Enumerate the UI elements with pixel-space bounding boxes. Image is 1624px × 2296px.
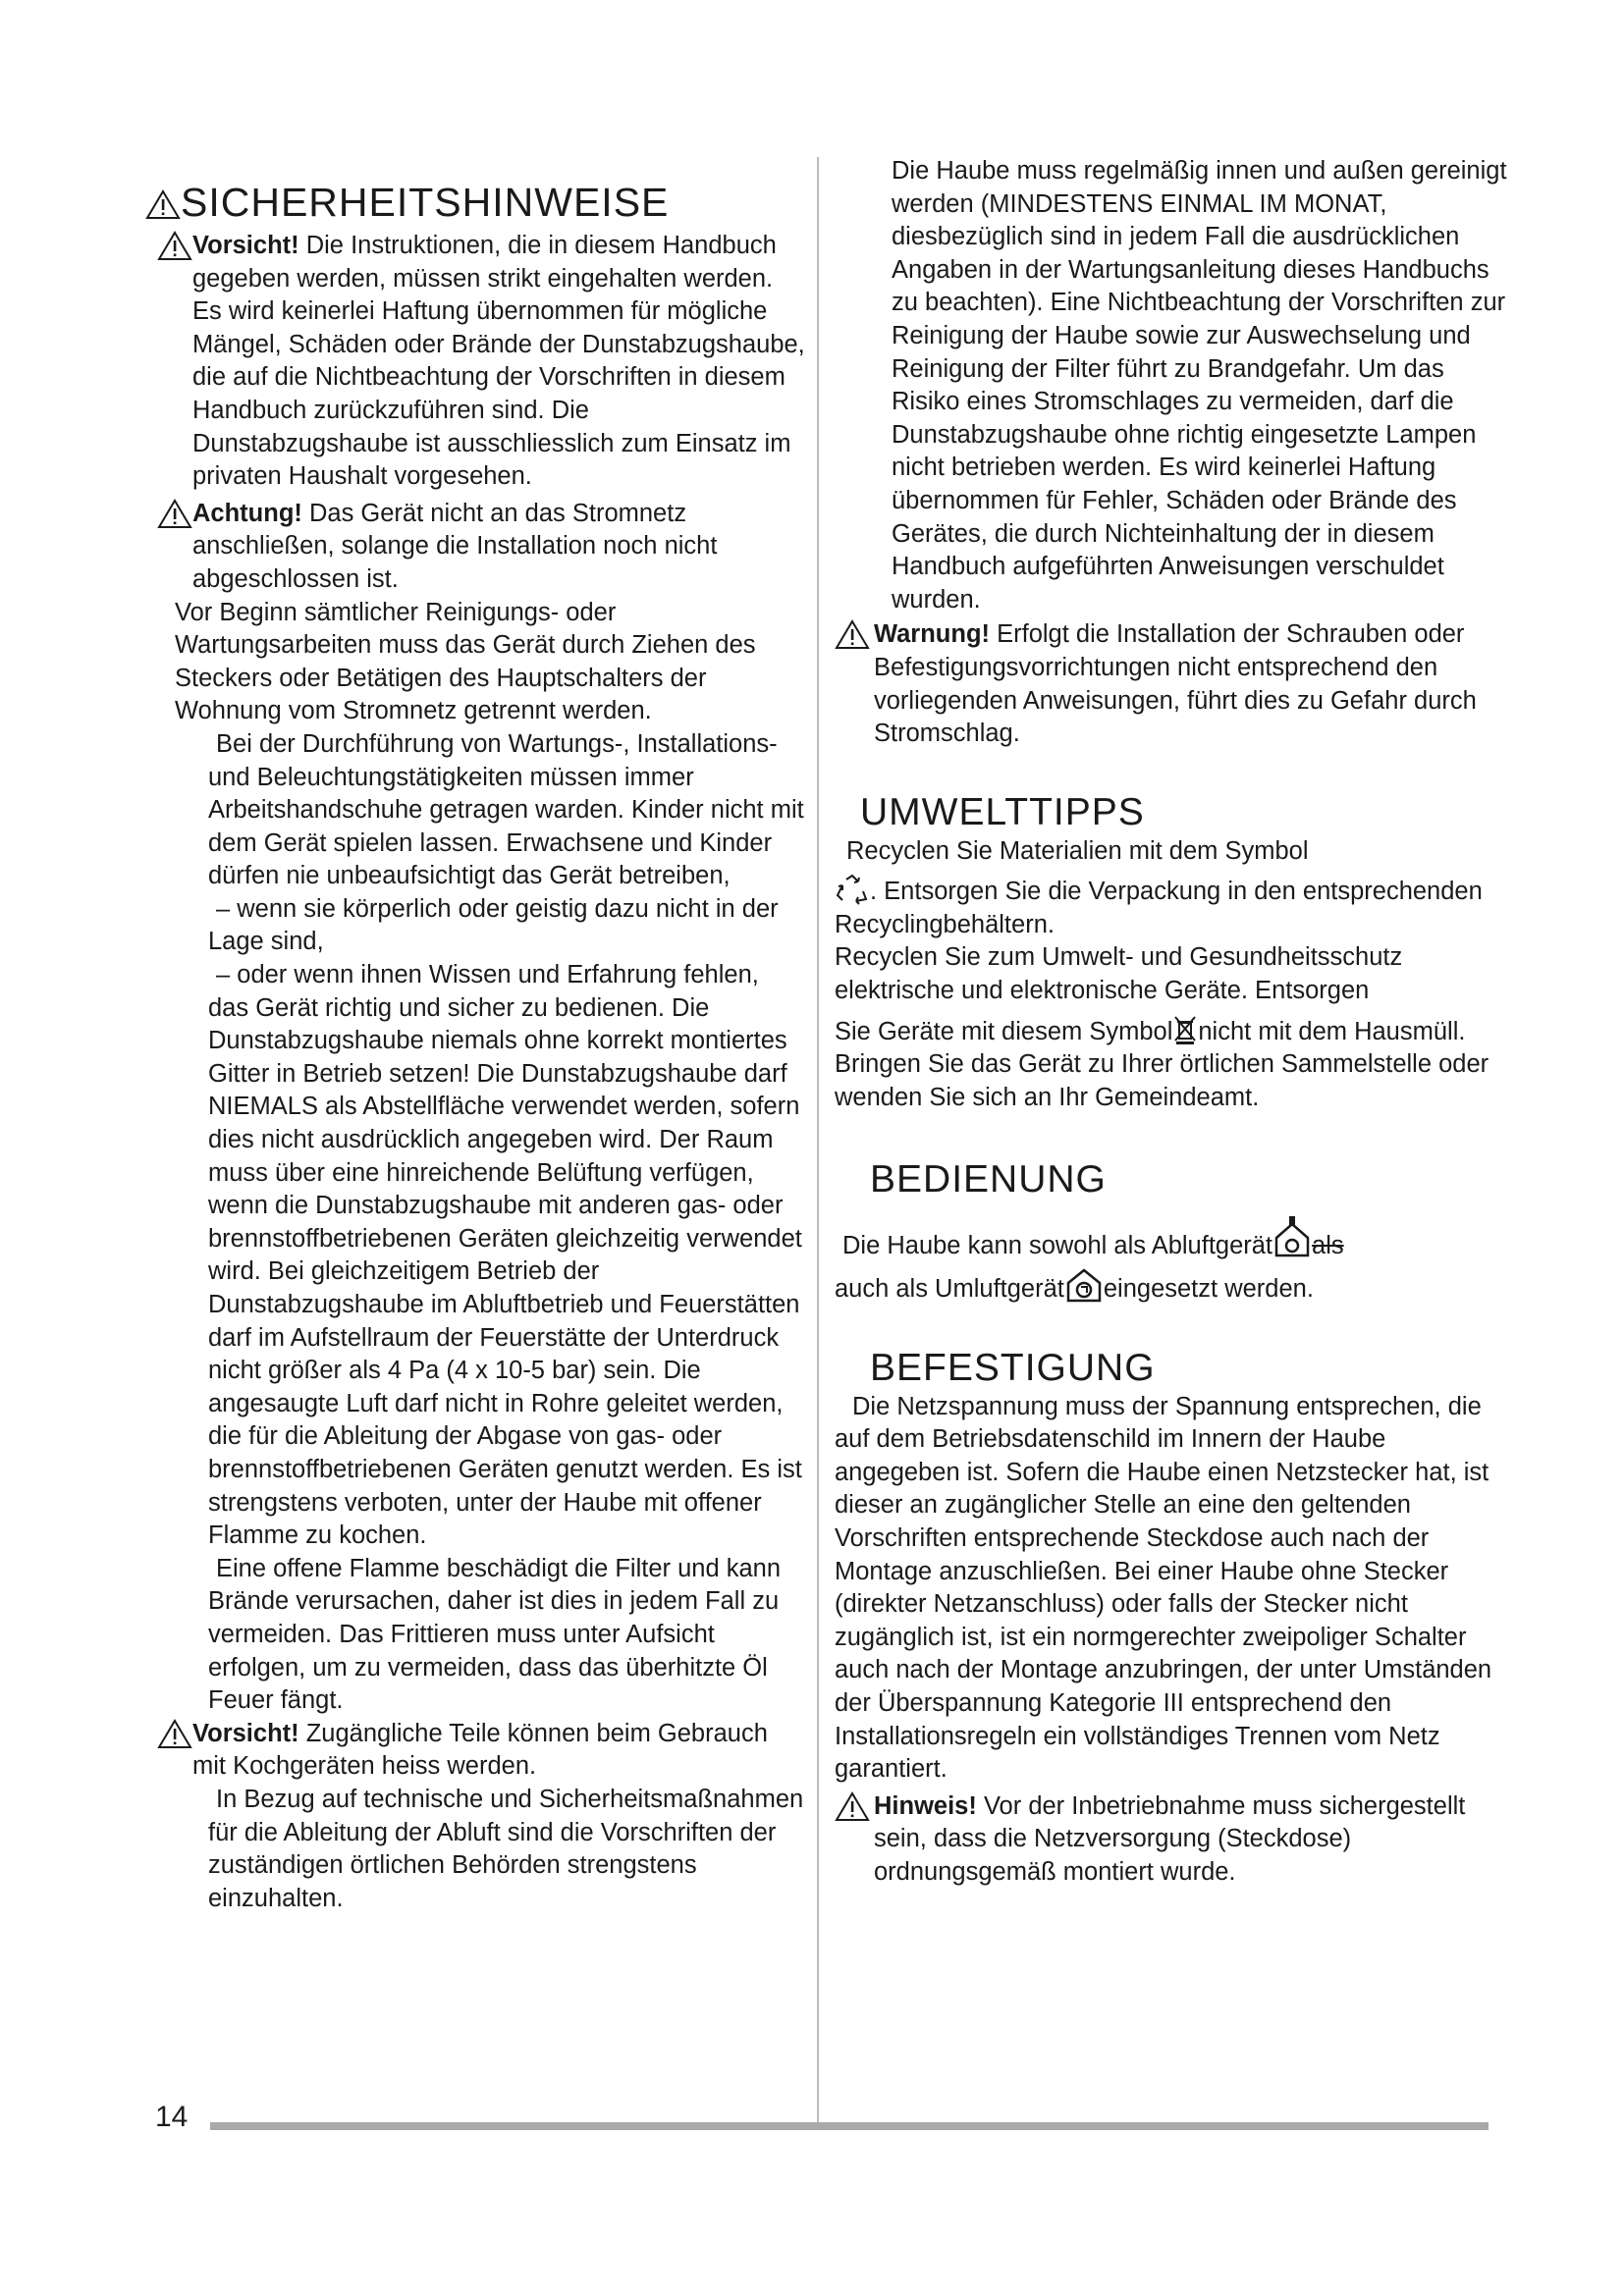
warning-icon <box>835 618 870 650</box>
para-reinigung: Die Haube muss regelmäßig innen und außen gereinigt werden (MINDESTENS EINMAL IM MONAT, diesbezüglich sind in jedem Fall die ausdrücklichen Angaben in der Wartungsanleitung dieses Handbuchs zu beachten). Eine Nichtbeachtung der Vorschriften zur Reinigung der Haube sowie zur Auswechselung und Reinigung der Filter führt zu Brandgefahr. Um das Risiko eines Stromschlages zu vermeiden, darf die Dunstabzugshaube ohne richtig eingesetzte Lampen nicht betrieben werden. Es wird keinerlei Haftung übernommen für Fehler, Schäden oder Brände des Gerätes, die durch Nichteinhaltung der in diesem Handbuch aufgeführten Anweisungen verschuldet wurden. <box>892 157 1507 614</box>
para-bezug: In Bezug auf technische und Sicherheitsmaßnahmen für die Ableitung der Abluft sind die Vorschriften der zuständigen örtlichen Behörden strengstens einzuhalten. <box>208 1785 804 1912</box>
befestigung-heading: BEFESTIGUNG <box>870 1346 1156 1389</box>
warning-icon <box>157 498 192 529</box>
hinweis-note <box>835 1790 1512 1890</box>
warnung-text: Erfolgt die Installation der Schrauben oder Befestigungsvorrichtungen nicht entsprechend den vorliegenden Anweisungen, führt dies zu Gefahr durch Stromschlag. <box>874 620 1477 748</box>
warnung-note <box>835 618 1512 750</box>
achtung-note <box>157 498 805 597</box>
right-column <box>835 155 1512 1890</box>
vorsicht-text: Zugängliche Teile können beim Gebrauch mit Kochgeräten heiss werden. <box>192 1719 768 1781</box>
page-number: 14 <box>155 2101 189 2133</box>
column-divider <box>817 157 819 2130</box>
umwelt-section <box>835 790 1512 1115</box>
footer-rule <box>210 2122 1489 2130</box>
umwelt-para-1: Recyclen Sie Materialien mit dem Symbol <box>846 836 1309 865</box>
para-flamme: Eine offene Flamme beschädigt die Filter und kann Brände verursachen, daher ist dies in jedem Fall zu vermeiden. Das Frittieren muss unter Aufsicht erfolgen, um zu vermeiden, dass das überhitzte Öl Feuer fängt. <box>208 1554 782 1715</box>
left-column <box>157 157 805 1915</box>
vorsicht-text: Die Instruktionen, die in diesem Handbuch gegeben werden, müssen strikt eingehalten werden. Es wird keinerlei Haftung übernommen für mögliche Mängel, Schäden oder Brände der Dunstabzugshaube, die auf die Nichtbeachtung der Vorschriften in diesem Handbuch zurückzuführen sind. Die Dunstabzugshaube ist ausschliesslich zum Einsatz im privaten Haushalt vorgesehen. <box>192 232 805 491</box>
warning-icon <box>835 1790 870 1822</box>
umwelt-heading: UMWELTTIPPS <box>860 790 1145 833</box>
vorsicht-note-2 <box>157 1718 805 1784</box>
crossed-bin-icon <box>1172 1014 1198 1045</box>
warnung-label: Warnung! <box>874 620 991 649</box>
para-dash-1: – wenn sie körperlich oder geistig dazu nicht in der Lage sind, <box>208 894 779 956</box>
safety-heading: SICHERHEITSHINWEISE <box>145 179 805 226</box>
para-durchfuehrung: Bei der Durchführung von Wartungs-, Installations- und Beleuchtungstätigkeiten müssen immer Arbeitshandschuhe getragen warden. Kinder nicht mit dem Gerät spielen lassen. Erwachsene und Kinder dürfen nie unbeaufsichtigt das Gerät betreiben, <box>208 729 804 890</box>
vorsicht-label: Vorsicht! <box>192 1719 299 1747</box>
achtung-label: Achtung! <box>192 499 302 527</box>
umwelt-para-1b: . Entsorgen Sie die Verpackung in den entsprechenden Recyclingbehältern. <box>835 874 1512 941</box>
vorsicht-note-1 <box>157 230 805 494</box>
befestigung-para: Die Netzspannung muss der Spannung entsprechen, die auf dem Betriebsdatenschild im Innern der Haube angegeben ist. Sofern die Haube einen Netzstecker hat, ist dieser an zugänglicher Stelle an eine den geltenden Vorschriften entsprechende Steckdose auch nach der Montage anzuschließen. Bei einer Haube ohne Stecker (direkter Netzanschluss) oder falls der Stecker nicht zugänglich ist, ist ein normgerechter zweipoliger Schalter auch nach der Montage anzubringen, der unter Umständen der Überspannung Kategorie III entsprechend den Installationsregeln ein vollständiges Trennen vom Netz garantiert. <box>835 1392 1492 1784</box>
bedienung-para-2: auch als Umluftgerät eingesetzt werden. <box>835 1267 1512 1307</box>
recirculation-mode-icon <box>1064 1267 1104 1303</box>
bedienung-para-1: Die Haube kann sowohl als Abluftgerät als <box>842 1216 1512 1263</box>
umwelt-para-2: Recyclen Sie zum Umwelt- und Gesundheitsschutz elektrische und elektronische Geräte. Entsorgen <box>835 943 1403 1005</box>
extraction-mode-icon <box>1272 1216 1312 1259</box>
umwelt-para-3: Sie Geräte mit diesem Symbol nicht mit dem Hausmüll. Bringen Sie das Gerät zu Ihrer örtlichen Sammelstelle oder wenden Sie sich an Ihr Gemeindeamt. <box>835 1014 1512 1115</box>
warning-icon <box>157 230 192 261</box>
bedienung-heading: BEDIENUNG <box>870 1158 1107 1201</box>
warning-icon <box>145 188 181 220</box>
recycle-icon <box>835 874 870 905</box>
vorsicht-label: Vorsicht! <box>192 232 299 259</box>
bedienung-section <box>835 1157 1512 1306</box>
para-vor-beginn: Vor Beginn sämtlicher Reinigungs- oder Wartungsarbeiten muss das Gerät durch Ziehen des Steckers oder Betätigen des Hauptschalters der Wohnung vom Stromnetz getrennt werden. <box>175 598 756 725</box>
achtung-text: Das Gerät nicht an das Stromnetz anschließen, solange die Installation noch nicht abgeschlossen ist. <box>192 499 718 593</box>
para-dash-2: – oder wenn ihnen Wissen und Erfahrung fehlen, das Gerät richtig und sicher zu bedienen. Die Dunstabzugshaube niemals ohne korrekt montiertes Gitter in Betrieb setzen! Die Dunstabzugshaube darf NIEMALS als Abstellfläche verwendet werden, sofern dies nicht ausdrücklich angegeben wird. Der Raum muss über eine hinreichende Belüftung verfügen, wenn die Dunstabzugshaube mit anderen gas- oder brennstoffbetriebenen Geräten gleichzeitig verwendet wird. Bei gleichzeitigem Betrieb der Dunstabzugshaube im Abluftbetrieb und Feuerstätten darf im Aufstellraum der Feuerstätte der Unterdruck nicht größer als 4 Pa (4 x 10-5 bar) sein. Die angesaugte Luft darf nicht in Rohre geleitet werden, die für die Ableitung der Abgase von gas- oder brennstoffbetriebenen Geräten genutzt werden. Es ist strengstens verboten, unter der Haube mit offener Flamme zu kochen. <box>208 961 802 1550</box>
befestigung-section <box>835 1346 1512 1890</box>
hinweis-text: Vor der Inbetriebnahme muss sichergestellt sein, dass die Netzversorgung (Steckdose) ordnungsgemäß montiert wurde. <box>874 1791 1466 1886</box>
warning-icon <box>157 1718 192 1749</box>
hinweis-label: Hinweis! <box>874 1791 977 1820</box>
